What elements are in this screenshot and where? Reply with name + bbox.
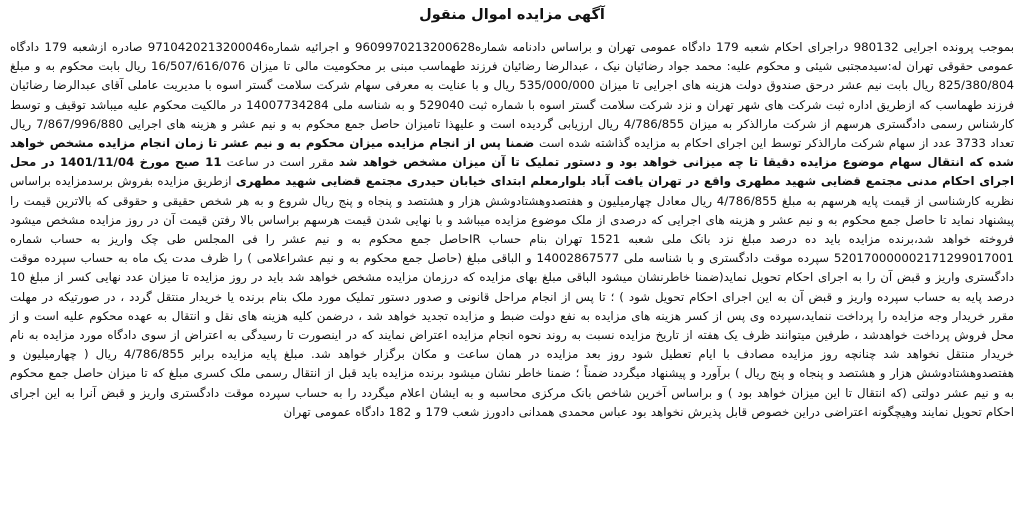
auction-notice <box>4 2 1020 510</box>
notice-ownership-note: ضمنا پس از انجام مزایده میزان محکوم به و نیم عشر تا زمان انجام مزایده مشخص خواهد شده که انتقال سهام موضوع مزایده دقیقا تا چه میزانی خواهد بود و دستور تملیک تا آن میزان مشخص خواهد شد <box>10 136 1014 170</box>
notice-body <box>10 38 1014 422</box>
notice-terms: ازطریق مزایده بفروش برسدمزایده براساس نظریه کارشناسی از قیمت پایه هرسهم به مبلغ 4/786/855 ریال معادل چهارمیلیون و هفتصدوهشتادوشش هزار و هشتصد و پنجاه و پنج ریال شروع و به هر شخص حقیقی و حقوقی که بالاترین قیمت را پیشنهاد نماید تا حاصل جمع محکوم به و نیم عشر و هزینه های اجرایی که درصدی از ملک موضوع مزایده میباشد و با نهایی شدن قیمت هرسهم براساس بالا رفتن قیمت آن در روز مزایده مشخص میشود فروخته خواهد شد،برنده مزایده باید ده درصد مبلغ نزد بانک ملی شعبه 1521 تهران بنام حساب IRحاصل جمع محکوم به و نیم عشر را فی المجلس طی چک واریز به حساب شماره 520170000002171299017001 سپرده موقت دادگستری و با شناسه ملی 14002867577 و الباقی مبلغ (حاصل جمع محکوم به و نیم عشراعلامی ) را ظرف مدت یک ماه به حساب سپرده موقت دادگستری واریز و قبض آن را به اجرای احکام تحویل نماید(ضمنا خاطرنشان میشود الباقی مبلغ بهای مزایده که درزمان مزایده مشخص خواهد شد باید در روز مزایده تا میزان عدد نهایی کسر از مبلغ 10 درصد پایه به حساب سپرده واریز و قبض آن به این اجرای احکام تحویل شود ) ؛ تا پس از انجام مراحل قانونی و صدور دستور تملیک مورد ملک بنام برنده یا خریدار منتقل گردد ، در صورتیکه در مهلت مقرر خریدار وجه مزایده را پرداخت ننماید،سپرده وی پس از کسر هزینه های مزایده به نفع دولت ضبط و مزایده تجدید خواهد شد ، درضمن کلیه هزینه های نقل و انتقال به عهده محکوم علیه است و از محل فروش پرداخت خواهدشد ، طرفین میتوانند ظرف یک هفته از تاریخ مزایده نسبت به روند نحوه انجام مزایده اعتراض نمایند که در اینصورت تا رسیدگی به اعتراض از سوی دادگاه مورد مزایده به نام خریدار منتقل نخواهد شد چنانچه روز مزایده مصادف با ایام تعطیل شود روز بعد مزایده در همان ساعت و مکان برگزار خواهد شد. مبلغ پایه مزایده برابر 4/786/855 ریال ( چهارمیلیون و هفتصدوهشتادوشش هزار و هشتصد و پنجاه و پنج ریال ) برآورد و پیشنهاد میگردد ضمناً ؛ ضمنا خاطر نشان میشود برنده مزایده باید قبل از انتقال رسمی ملک کسری مبلغ که تا میزان حاصل جمع محکوم به و نیم عشر دولتی (که انتقال تا این میزان خواهد بود ) و براساس آخرین شاخص بانک مرکزی محاسبه و به ایشان اعلام میگردد را به حساب سپرده موقت دادگستری واریز و قبض آنرا به این اجرای احکام تحویل نمایند وهیچگونه اعتراضی دراین خصوص قابل پذیرش نخواهد بود عباس محمدی همدانی دادورز شعب 179 و 182 دادگاه عمومی تهران <box>10 174 1014 419</box>
notice-intro: بموجب پرونده اجرایی 980132 دراجرای احکام شعبه 179 دادگاه عمومی تهران و براساس دادنامه شماره9609970213200628 و اجرائیه شماره9710420213200046 صادره ازشعبه 179 دادگاه عمومی حقوقی تهران له:سیدمجتبی شیئی و محکوم علیه: محمد جواد رضائیان نیک ، عبدالرضا رضائیان فرزند طهماسب مبنی بر محکومیت مالی تا میزان 16/507/616/076 ریال بابت محکوم به و مبلغ 825/380/804 ریال بابت نیم عشر درحق صندوق دولت هزینه های اجرایی تا میزان 535/000/000 ریال و با عنایت به معرفی سهام شرکت سلامت گستر اسوه با مدیریت عاملی آقای عبدالرضا رضائیان فرزند طهماسب که ازطریق اداره ثبت شرکت های شهر تهران و نزد شرکت سلامت گستر اسوه با شماره ثبت 529040 و به شناسه ملی 14007734284 در مالکیت محکوم علیه میباشد توقیف و توسط کارشناس رسمی دادگستری هرسهم از شرکت مارالذکر به میزان 4/786/855 ریال ارزیابی گردیده است و علیهذا تامیزان حاصل جمع محکوم به و نیم عشر و هزینه های اجرایی 7/867/996/880 ریال تعداد 3733 عدد از سهام شرکت مارالذکر توسط این اجرای احکام به مزایده گذاشته شده است <box>10 40 1015 151</box>
notice-title: آگهی مزایده اموال منقول <box>419 7 605 23</box>
notice-time-prefix: مقرر است در ساعت <box>221 155 339 170</box>
notice-auction-datetime-location: 11 صبح مورخ 1401/11/04 در محل اجرای احکام مدنی مجتمع قضایی شهید مطهری واقع در تهران یافت آباد بلوارمعلم ابتدای خیابان حیدری مجتمع قضایی شهید مطهری <box>10 155 1014 189</box>
